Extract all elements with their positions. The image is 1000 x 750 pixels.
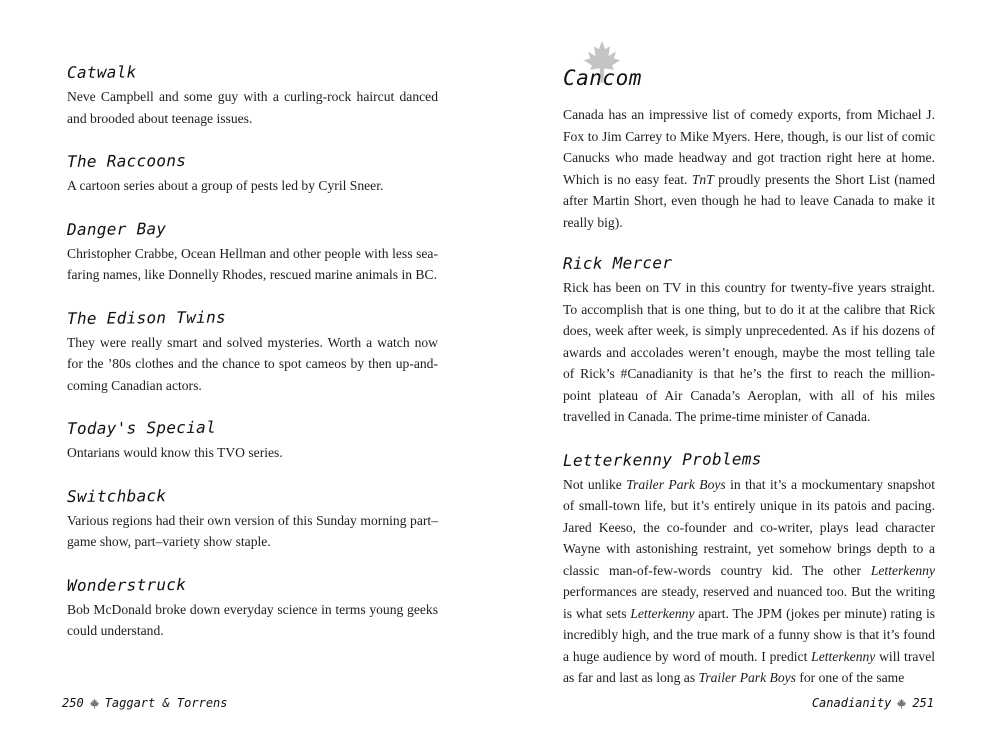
entry-body: Ontarians would know this TVO series.: [67, 445, 283, 460]
entry-catwalk: [67, 62, 438, 129]
intro-paragraph: Canada has an impressive list of comedy exports, from Michael J. Fox to Jim Carrey to Mike Myers. Here, though, is our list of comic Canucks who made headway and got traction right here at home. Which is no easy feat. TnT proudly presents the Short List (named after Martin Short, even though he had to leave Canada to make it really big).: [563, 107, 935, 230]
entry-switchback: [67, 486, 438, 553]
running-head: Taggart & Torrens: [104, 696, 228, 710]
entry-letterkenny-problems: [563, 450, 935, 689]
entry-body: Rick has been on TV in this country for twenty-five years straight. To accomplish that is one thing, but to do it at the calibre that Rick does, week after week, is simply unprecedented. As if his dozens of awards and accolades weren’t enough, maybe the most telling tale of Rick’s #Canadianity is that he’s the first to reach the million-point plateau of Air Canada’s Aeroplan, with all of his miles travelled in Canada. The prime-time minister of Canada.: [563, 280, 935, 424]
entry-body: They were really smart and solved mysteries. Worth a watch now for the ’80s clothes and the chance to spot cameos by then up-and-coming Canadian actors.: [67, 334, 438, 393]
entry-body: Not unlike Trailer Park Boys in that it’s a mockumentary snapshot of small-town life, but it’s entirely unique in its patois and pacing. Jared Keeso, the co-founder and co-writer, plays lead character Wayne with astonishing restraint, yet somehow brings depth to a classic man-of-few-words country kid. The other Letterkenny performances are steady, reserved and nuanced too. But the writing is what sets Letterkenny apart. The JPM (jokes per minute) rating is incredibly high, and the true mark of a funny show is that it’s found a huge audience by word of mouth. I predict Letterkenny will travel as far and last as long as Trailer Park Boys for one of the same: [563, 476, 936, 685]
left-column: [67, 62, 438, 664]
entry-heading: Today's Special: [66, 417, 217, 438]
entry-heading: Catwalk: [66, 62, 137, 82]
entry-body: Christopher Crabbe, Ocean Hellman and other people with less sea-faring names, like Donnelly Rhodes, rescued marine animals in BC.: [67, 245, 438, 282]
page-number: 251: [912, 696, 934, 710]
left-footer: [62, 696, 228, 710]
entry-heading: Letterkenny Problems: [562, 448, 762, 470]
right-page: [500, 0, 1000, 750]
entry-wonderstruck: [67, 575, 438, 642]
entry-heading: Danger Bay: [66, 218, 167, 239]
maple-leaf-icon: [89, 698, 100, 709]
entry-the-edison-twins: [67, 308, 438, 397]
entry-heading: Wonderstruck: [66, 574, 187, 595]
right-column: [563, 62, 935, 711]
entry-heading: Rick Mercer: [562, 253, 673, 273]
entry-body: Various regions had their own version of this Sunday morning part–game show, part–variety show staple.: [67, 512, 438, 549]
entry-heading: Switchback: [66, 485, 167, 506]
section-title: Cancom: [563, 66, 642, 90]
entry-body: Neve Campbell and some guy with a curling-rock haircut danced and brooded about teenage issues.: [67, 89, 438, 126]
entry-danger-bay: [67, 219, 438, 286]
maple-leaf-icon: [896, 698, 907, 709]
section-title-block: [563, 62, 935, 102]
entry-rick-mercer: [563, 253, 935, 428]
running-head: Canadianity: [811, 696, 892, 710]
entry-todays-special: [67, 418, 438, 464]
page-number: 250: [62, 696, 84, 710]
entry-the-raccoons: [67, 151, 438, 197]
entry-body: A cartoon series about a group of pests led by Cyril Sneer.: [67, 178, 384, 193]
entry-heading: The Edison Twins: [66, 307, 227, 328]
entry-body: Bob McDonald broke down everyday science in terms young geeks could understand.: [67, 601, 438, 638]
entry-heading: The Raccoons: [66, 150, 187, 171]
right-footer: [812, 696, 934, 710]
